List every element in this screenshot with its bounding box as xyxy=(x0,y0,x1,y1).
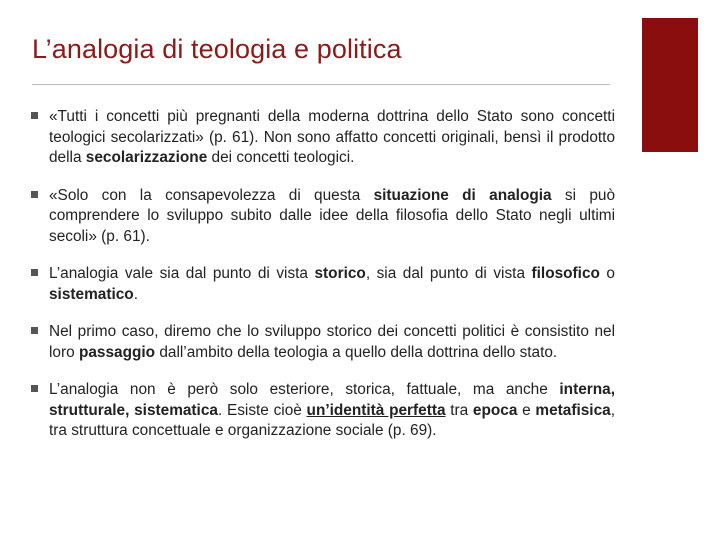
bullet-text: tra xyxy=(445,401,473,419)
bullet-text: e xyxy=(517,401,536,419)
bold-term: filosofico xyxy=(531,265,600,282)
bold-term: epoca xyxy=(472,401,518,419)
bold-term: interna, strutturale, sistematica xyxy=(49,381,615,419)
bullet-text: Nel primo caso, diremo che lo sviluppo storico dei concetti politici è consistito nel loro xyxy=(49,323,615,361)
bullet-item-3 xyxy=(31,264,615,305)
bullet-text: «Tutti i concetti più pregnanti della moderna dottrina dello Stato sono concetti teologici secolarizzati» (p. 61). Non sono affatto concetti originali, bensì il prodotto della xyxy=(49,108,615,166)
bold-term: metafisica xyxy=(535,401,611,419)
bold-term: secolarizzazione xyxy=(85,149,208,166)
bold-term: situazione di analogia xyxy=(373,186,552,204)
bullet-item-2 xyxy=(31,186,615,248)
square-bullet-icon xyxy=(31,269,38,276)
square-bullet-icon xyxy=(31,112,38,119)
title-divider xyxy=(32,84,610,85)
square-bullet-icon xyxy=(31,191,38,198)
bullet-text: si può comprendere lo sviluppo subito dalle idee della filosofia dello Stato negli ultimi secoli» (p. 61). xyxy=(49,186,616,245)
bullet-item-5 xyxy=(31,380,615,442)
underlined-term: un’identità perfetta xyxy=(306,401,446,419)
bullet-text: dei concetti teologici. xyxy=(207,149,355,166)
bullet-text: o xyxy=(599,265,615,282)
bullet-text: . Esiste cioè xyxy=(217,401,307,419)
slide-title: L’analogia di teologia e politica xyxy=(32,34,402,64)
bullet-item-1 xyxy=(31,107,615,169)
bullet-list xyxy=(31,107,615,442)
bullet-text: , tra struttura concettuale e organizzazione sociale (p. 69). xyxy=(49,401,615,439)
bullet-item-4 xyxy=(31,322,615,363)
bullet-text: , sia dal punto di vista xyxy=(365,265,532,282)
bold-term: storico xyxy=(314,265,366,282)
bullet-text: «Solo con la consapevolezza di questa xyxy=(49,186,374,204)
bold-term: passaggio xyxy=(78,343,156,361)
bullet-text: L’analogia non è però solo esteriore, storica, fattuale, ma anche xyxy=(49,381,560,398)
bullet-text: L’analogia vale sia dal punto di vista xyxy=(49,265,315,282)
accent-bar xyxy=(642,18,698,152)
square-bullet-icon xyxy=(31,385,38,392)
bullet-text: dall’ambito della teologia a quello della dottrina dello stato. xyxy=(155,343,558,361)
bold-term: sistematico xyxy=(49,285,134,303)
square-bullet-icon xyxy=(31,327,38,334)
bullet-text: . xyxy=(133,285,138,303)
